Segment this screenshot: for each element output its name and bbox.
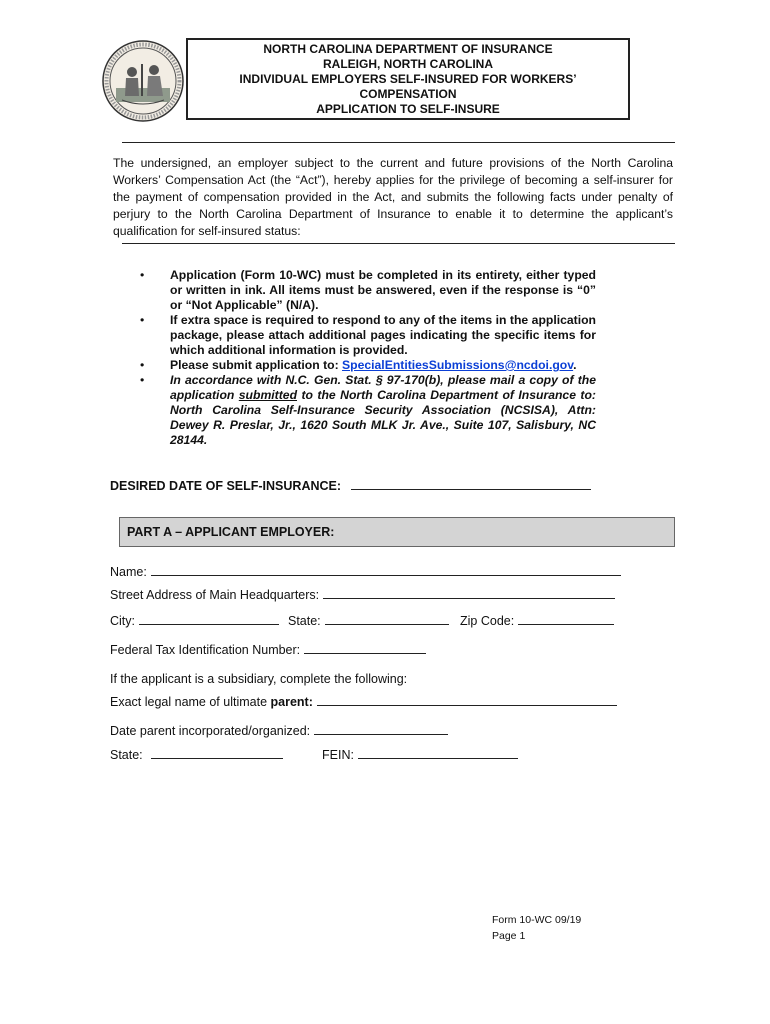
desired-date-label: DESIRED DATE OF SELF-INSURANCE: — [110, 479, 342, 493]
zip-code-input[interactable] — [518, 612, 614, 625]
page-footer — [492, 912, 581, 944]
intro-paragraph: The undersigned, an employer subject to the current and future provisions of the North Carolina Workers’ Compensation Act (the “Act”), hereby applies for the privilege of becoming a self-insurer for the payment of compensation provided in the Act, and submits the following facts under penalty of perjury to the North Carolina Department of Insurance to enable it to determine the applicant’s qualification for self-insured status: — [113, 156, 673, 238]
parent-state-input[interactable] — [151, 746, 283, 759]
date-parent-input[interactable] — [314, 722, 448, 735]
state-field — [288, 612, 449, 628]
header-line-5: APPLICATION TO SELF-INSURE — [316, 101, 500, 116]
parent-name-label-bold: parent: — [270, 695, 313, 709]
submission-email-link[interactable]: SpecialEntitiesSubmissions@ncdoi.gov — [342, 358, 574, 372]
federal-tax-id-input[interactable] — [304, 641, 426, 654]
date-parent-label: Date parent incorporated/organized: — [110, 724, 311, 738]
divider-bottom — [122, 243, 675, 244]
fein-input[interactable] — [358, 746, 518, 759]
date-parent-field — [110, 722, 448, 738]
zip-code-field — [460, 612, 614, 628]
subsidiary-note: If the applicant is a subsidiary, complete the following: — [110, 672, 408, 686]
page-number: Page 1 — [492, 930, 526, 942]
name-input[interactable] — [151, 563, 621, 576]
parent-name-label: Exact legal name of ultimate — [110, 695, 271, 709]
header-line-2: RALEIGH, NORTH CAROLINA — [323, 56, 493, 71]
state-seal-logo — [102, 40, 184, 122]
header-line-1: NORTH CAROLINA DEPARTMENT OF INSURANCE — [263, 41, 553, 56]
state-label: State: — [288, 614, 321, 628]
header-line-3: INDIVIDUAL EMPLOYERS SELF-INSURED FOR WORKERS’ — [239, 71, 577, 86]
city-label: City: — [110, 614, 135, 628]
parent-name-input[interactable] — [317, 693, 617, 706]
parent-name-field — [110, 693, 617, 709]
parent-state-label: State: — [110, 748, 143, 762]
instructions-list — [140, 268, 596, 448]
fein-field — [322, 746, 518, 762]
city-field — [110, 612, 279, 628]
instruction-item: • In accordance with N.C. Gen. Stat. § 97-170(b), please mail a copy of the application submitted to the North Carolina Department of Insurance to: North Carolina Self-Insurance Security Association (NCSISA), Attn: Dewey R. Preslar, Jr., 1620 South MLK Jr. Ave., Suite 107, Salisbury, NC 28144. — [140, 373, 596, 447]
fein-label: FEIN: — [322, 748, 354, 762]
part-a-section-header: PART A – APPLICANT EMPLOYER: — [119, 517, 675, 547]
form-number: Form 10-WC 09/19 — [492, 914, 582, 926]
instruction-item: • Please submit application to: SpecialEntitiesSubmissions@ncdoi.gov. — [140, 358, 577, 372]
divider-top — [122, 142, 675, 143]
zip-code-label: Zip Code: — [460, 614, 515, 628]
city-input[interactable] — [139, 612, 279, 625]
state-input[interactable] — [325, 612, 449, 625]
parent-state-field — [110, 746, 283, 762]
federal-tax-id-label: Federal Tax Identification Number: — [110, 643, 301, 657]
desired-date-field — [110, 477, 591, 493]
desired-date-input[interactable] — [351, 477, 591, 490]
name-label: Name: — [110, 565, 147, 579]
form-header — [186, 38, 630, 120]
instruction-item: • If extra space is required to respond to any of the items in the application package, please attach additional pages indicating the specific items for which additional information is provided. — [140, 313, 596, 357]
name-field — [110, 563, 621, 579]
federal-tax-id-field — [110, 641, 426, 657]
instruction-item: • Application (Form 10-WC) must be completed in its entirety, either typed or written in ink. All items must be answered, even if the response is “0” or “Not Applicable” (N/A). — [140, 268, 596, 312]
header-line-4: COMPENSATION — [359, 86, 457, 101]
street-address-label: Street Address of Main Headquarters: — [110, 588, 320, 602]
street-address-field — [110, 586, 615, 602]
street-address-input[interactable] — [323, 586, 615, 599]
